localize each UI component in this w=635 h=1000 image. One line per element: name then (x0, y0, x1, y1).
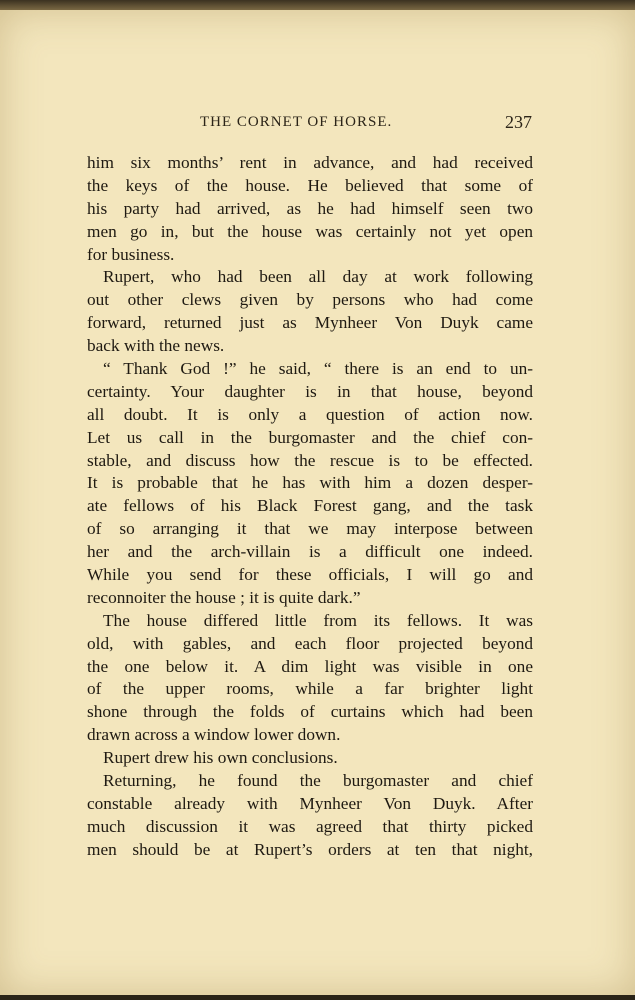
text-line: forward, returned just as Mynheer Von Duyk came (87, 313, 533, 333)
text-line: back with the news. (87, 336, 225, 356)
text-line: drawn across a window lower down. (87, 725, 341, 745)
text-line: much discussion it was agreed that thirty picked (87, 816, 533, 836)
text-line: It is probable that he has with him a dozen desper- (87, 473, 533, 493)
page-bottom-edge (0, 995, 635, 1000)
text-line: Rupert, who had been all day at work following (103, 267, 533, 287)
text-line: Let us call in the burgomaster and the chief con- (87, 427, 533, 447)
text-line: men should be at Rupert’s orders at ten that night, (87, 839, 533, 859)
text-line: of the upper rooms, while a far brighter light (87, 679, 533, 699)
text-line: his party had arrived, as he had himself seen two (87, 198, 533, 218)
text-line: “ Thank God !” he said, “ there is an end to un- (103, 359, 533, 379)
text-line: her and the arch-villain is a difficult one indeed. (87, 542, 533, 562)
text-line: him six months’ rent in advance, and had received (87, 153, 533, 172)
text-line: shone through the folds of curtains which had been (87, 702, 533, 722)
page-number: 237 (505, 112, 532, 132)
text-line: for business. (87, 244, 175, 264)
text-line: of so arranging it that we may interpose between (87, 519, 533, 539)
text-line: Rupert drew his own conclusions. (103, 748, 338, 768)
page-top-edge (0, 0, 635, 10)
text-line: The house differed little from its fellows. It was (103, 610, 533, 630)
text-line: the keys of the house. He believed that some of (87, 175, 533, 195)
running-head: THE CORNET OF HORSE. (200, 114, 393, 130)
text-line: all doubt. It is only a question of action now. (87, 404, 533, 424)
text-line: old, with gables, and each floor projected beyond (87, 633, 533, 653)
text-line: constable already with Mynheer Von Duyk. After (87, 793, 533, 813)
text-line: Returning, he found the burgomaster and chief (103, 771, 533, 791)
text-line: men go in, but the house was certainly not yet open (87, 221, 533, 241)
text-line: ate fellows of his Black Forest gang, and the task (87, 496, 533, 516)
text-line: While you send for these officials, I will go and (87, 565, 533, 585)
text-line: out other clews given by persons who had come (87, 290, 533, 310)
body-text (87, 152, 533, 862)
text-line: reconnoiter the house ; it is quite dark.” (87, 587, 361, 607)
text-line: the one below it. A dim light was visible in one (87, 656, 533, 676)
text-line: certainty. Your daughter is in that house, beyond (87, 381, 533, 401)
text-line: stable, and discuss how the rescue is to be effected. (87, 450, 533, 470)
